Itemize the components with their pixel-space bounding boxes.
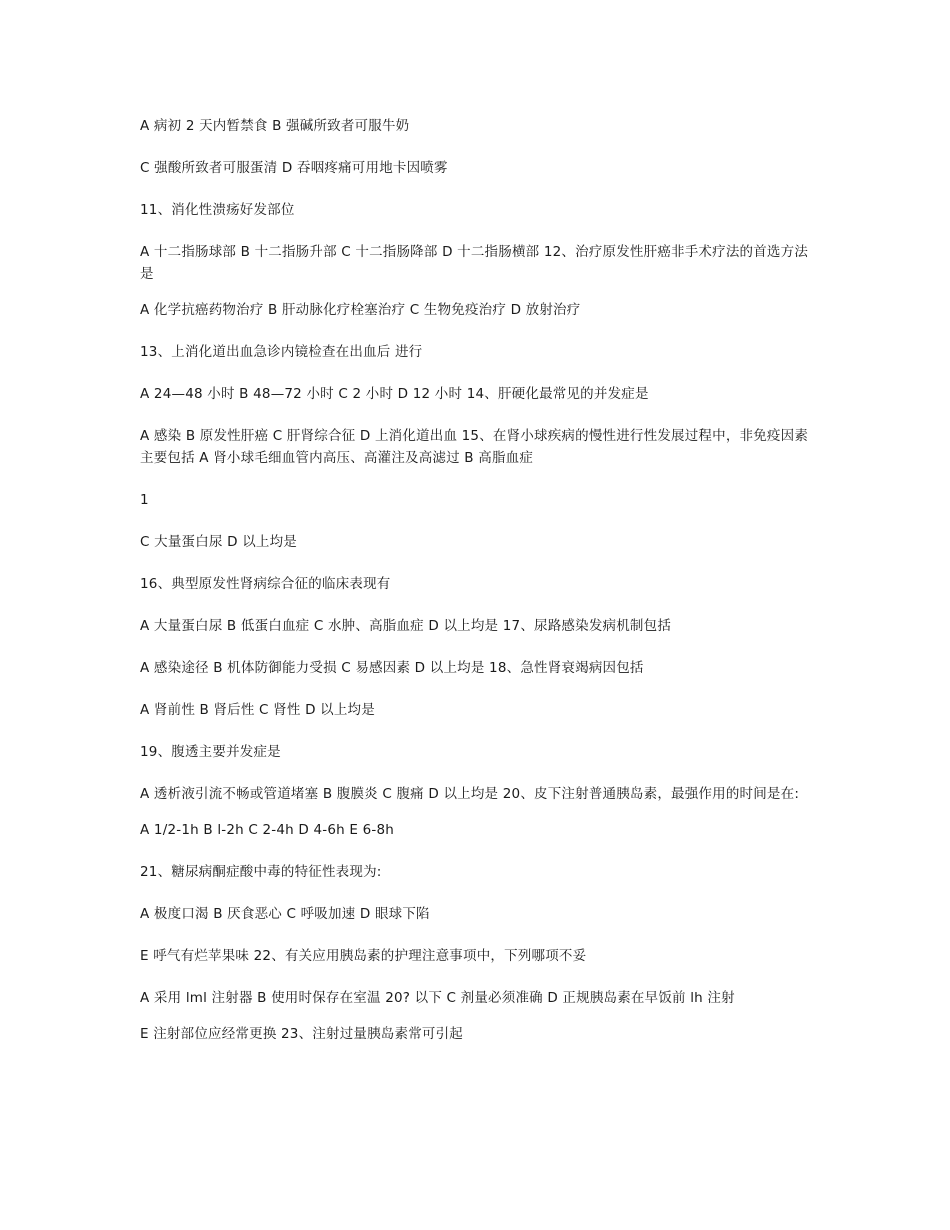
answer-options-line: A 透析液引流不畅或管道堵塞 B 腹膜炎 C 腹痛 D 以上均是 20、皮下注射普通胰岛素，最强作用的时间是在:	[140, 786, 800, 802]
page-number: 1	[140, 492, 149, 508]
answer-options-line: C 强酸所致者可服蛋清 D 吞咽疼痛可用地卡因喷雾	[140, 160, 448, 176]
answer-options-line: E 注射部位应经常更换 23、注射过量胰岛素常可引起	[140, 1026, 463, 1042]
question-line: 13、上消化道出血急诊内镜检查在出血后 进行	[140, 344, 423, 360]
answer-options-line: A 1/2-1h B l-2h C 2-4h D 4-6h E 6-8h	[140, 822, 394, 838]
answer-options-line: C 大量蛋白尿 D 以上均是	[140, 534, 297, 550]
answer-options-line: A 大量蛋白尿 B 低蛋白血症 C 水肿、高脂血症 D 以上均是 17、尿路感染发病机制包括	[140, 618, 672, 634]
answer-options-line: A 采用 lml 注射器 B 使用时保存在室温 20? 以下 C 剂量必须准确 D 正规胰岛素在早饭前 lh 注射	[140, 990, 735, 1006]
document-page	[140, 115, 820, 1045]
answer-options-line: A 病初 2 天内暂禁食 B 强碱所致者可服牛奶	[140, 118, 410, 134]
question-line: 11、消化性溃疡好发部位	[140, 202, 295, 218]
answer-options-line: E 呼气有烂苹果味 22、有关应用胰岛素的护理注意事项中，下列哪项不妥	[140, 948, 587, 964]
answer-options-line: A 感染 B 原发性肝癌 C 肝肾综合征 D 上消化道出血 15、在肾小球疾病的慢性进行性发展过程中，非免疫因素主要包括 A 肾小球毛细血管内高压、高灌注及高滤过 B 高脂血症	[140, 428, 809, 466]
question-line: 19、腹透主要并发症是	[140, 744, 281, 760]
answer-options-line: A 化学抗癌药物治疗 B 肝动脉化疗栓塞治疗 C 生物免疫治疗 D 放射治疗	[140, 302, 581, 318]
answer-options-line: A 感染途径 B 机体防御能力受损 C 易感因素 D 以上均是 18、急性肾衰竭病因包括	[140, 660, 644, 676]
answer-options-line: A 24—48 小时 B 48—72 小时 C 2 小时 D 12 小时 14、肝硬化最常见的并发症是	[140, 386, 649, 402]
question-line: 21、糖尿病酮症酸中毒的特征性表现为:	[140, 864, 382, 880]
answer-options-line: A 极度口渴 B 厌食恶心 C 呼吸加速 D 眼球下陷	[140, 906, 430, 922]
answer-options-line: A 十二指肠球部 B 十二指肠升部 C 十二指肠降部 D 十二指肠横部 12、治疗原发性肝癌非手术疗法的首选方法是	[140, 244, 809, 282]
question-line: 16、典型原发性肾病综合征的临床表现有	[140, 576, 391, 592]
answer-options-line: A 肾前性 B 肾后性 C 肾性 D 以上均是	[140, 702, 375, 718]
